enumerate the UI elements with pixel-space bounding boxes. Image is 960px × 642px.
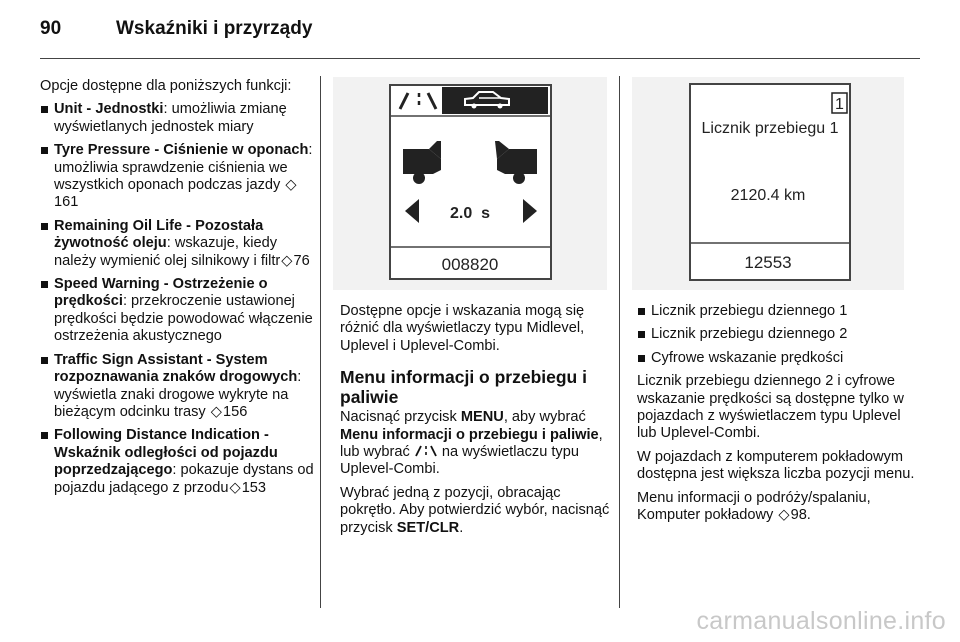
feature-description: : wskazuje, kiedy należy wymienić olej silnikowy i filtr	[54, 235, 281, 269]
distance-value: 2.0 s	[449, 205, 491, 222]
bullet-icon	[638, 331, 645, 338]
list-item	[40, 101, 315, 136]
display-screen-distance	[333, 77, 607, 290]
page-reference-icon: ◇	[778, 507, 790, 524]
list-item	[40, 142, 315, 212]
bullet-icon	[41, 357, 48, 364]
trip-badge-number: 1	[835, 96, 844, 113]
bullet-icon	[41, 432, 48, 439]
page-reference-icon: ◇	[210, 403, 222, 420]
header-divider	[40, 58, 920, 59]
intro-text: Opcje dostępne dla poniższych funkcji:	[40, 78, 292, 94]
feature-label: Tyre Pressure - Ciśnienie w oponach	[54, 142, 309, 159]
feature-label: Speed Warning - Ostrzeżenie o prędkości	[54, 276, 268, 310]
menu-item-label: Menu informacji o przebiegu i paliwie	[340, 426, 599, 443]
display-screen-trip	[632, 77, 904, 290]
trip-odometer: 12553	[744, 253, 792, 272]
page-reference[interactable]: 153	[241, 479, 267, 496]
page-reference[interactable]: 156	[222, 403, 248, 420]
column-divider-2	[619, 76, 620, 608]
column-middle	[340, 303, 610, 543]
bullet-icon	[41, 147, 48, 154]
feature-description: : pokazuje dystans od pojazdu jadącego z przodu	[54, 462, 314, 496]
paragraph-select: Wybrać jedną z pozycji, obracając pokrętło. Aby potwierdzić wybór, nacisnąć przycisk SET/CLR.	[340, 484, 610, 536]
watermark: carmanualsonline.info	[696, 607, 946, 635]
bullet-icon	[41, 223, 48, 230]
feature-description: : umożliwia zmianę wyświetlanych jednostek miary	[54, 101, 287, 135]
paragraph-menu: Nacisnąć przycisk MENU, aby wybrać Menu informacji o przebiegu i paliwie, lub wybrać na wyświetlaczu typu Uplevel-Combi.	[340, 409, 603, 478]
page-reference-icon: ◇	[281, 252, 293, 269]
paragraph-availability: Licznik przebiegu dziennego 2 i cyfrowe wskazanie prędkości są dostępne tylko w pojazdach z wyświetlaczem typu Uplevel lub Uplevel-Combi.	[637, 373, 904, 442]
feature-description: : wyświetla znaki drogowe wykryte na bieżącym odcinku trasy	[54, 369, 302, 420]
feature-list	[40, 101, 315, 497]
bullet-icon	[41, 281, 48, 288]
page-title: Wskaźniki i przyrządy	[116, 18, 313, 39]
column-right	[637, 303, 922, 530]
trip-label: Licznik przebiegu 1	[701, 120, 839, 137]
paragraph-computer: W pojazdach z komputerem pokładowym dostępna jest większa liczba pozycji menu.	[637, 448, 915, 483]
list-item	[40, 427, 315, 497]
section-heading: Menu informacji o przebiegu i paliwie	[340, 367, 587, 408]
set-clr-button-label: SET/CLR	[396, 519, 460, 536]
paragraph-reference: Menu informacji o podróży/spalaniu, Komputer pokładowy ◇98.	[637, 489, 871, 524]
page-reference-icon: ◇	[285, 177, 297, 194]
page-header	[0, 0, 960, 58]
list-item	[40, 352, 315, 422]
list-item	[40, 276, 315, 346]
trip-value: 2120.4 km	[730, 187, 806, 204]
figure-caption: Dostępne opcje i wskazania mogą się różnić dla wyświetlaczy typu Midlevel, Uplevel i Uplevel-Combi.	[340, 303, 585, 354]
display-figure-trip	[632, 77, 904, 290]
feature-label: Remaining Oil Life - Pozostała żywotność oleju	[54, 217, 264, 252]
page-reference[interactable]: 98.	[790, 507, 811, 524]
menu-button-label: MENU	[460, 409, 504, 426]
odometer-value: 008820	[441, 255, 499, 274]
list-item	[40, 218, 315, 270]
feature-label: Traffic Sign Assistant - System rozpoznawania znaków drogowych	[54, 351, 298, 386]
list-item: Licznik przebiegu dziennego 1	[637, 303, 922, 320]
bullet-icon	[638, 355, 645, 362]
list-item: Cyfrowe wskazanie prędkości	[637, 350, 922, 367]
bullet-icon	[638, 308, 645, 315]
page-number: 90	[40, 18, 62, 39]
feature-description: : przekroczenie ustawionej prędkości będzie powodować włączenie ostrzeżenia akustycznego	[54, 293, 313, 345]
page-reference-icon: ◇	[229, 479, 241, 496]
road-icon	[414, 445, 438, 457]
column-left	[40, 78, 315, 503]
feature-label: Following Distance Indication - Wskaźnik odległości od pojazdu poprzedzającego	[54, 427, 278, 479]
page-reference[interactable]: 76	[293, 252, 310, 269]
column-divider-1	[320, 76, 321, 608]
list-item: Licznik przebiegu dziennego 2	[637, 326, 922, 343]
page-reference[interactable]: 161	[54, 194, 79, 211]
feature-description: : umożliwia sprawdzenie ciśnienia we wszystkich oponach podczas jazdy	[54, 142, 313, 194]
feature-label: Unit - Jednostki	[54, 101, 164, 118]
bullet-icon	[41, 106, 48, 113]
display-figure-distance	[333, 77, 607, 290]
